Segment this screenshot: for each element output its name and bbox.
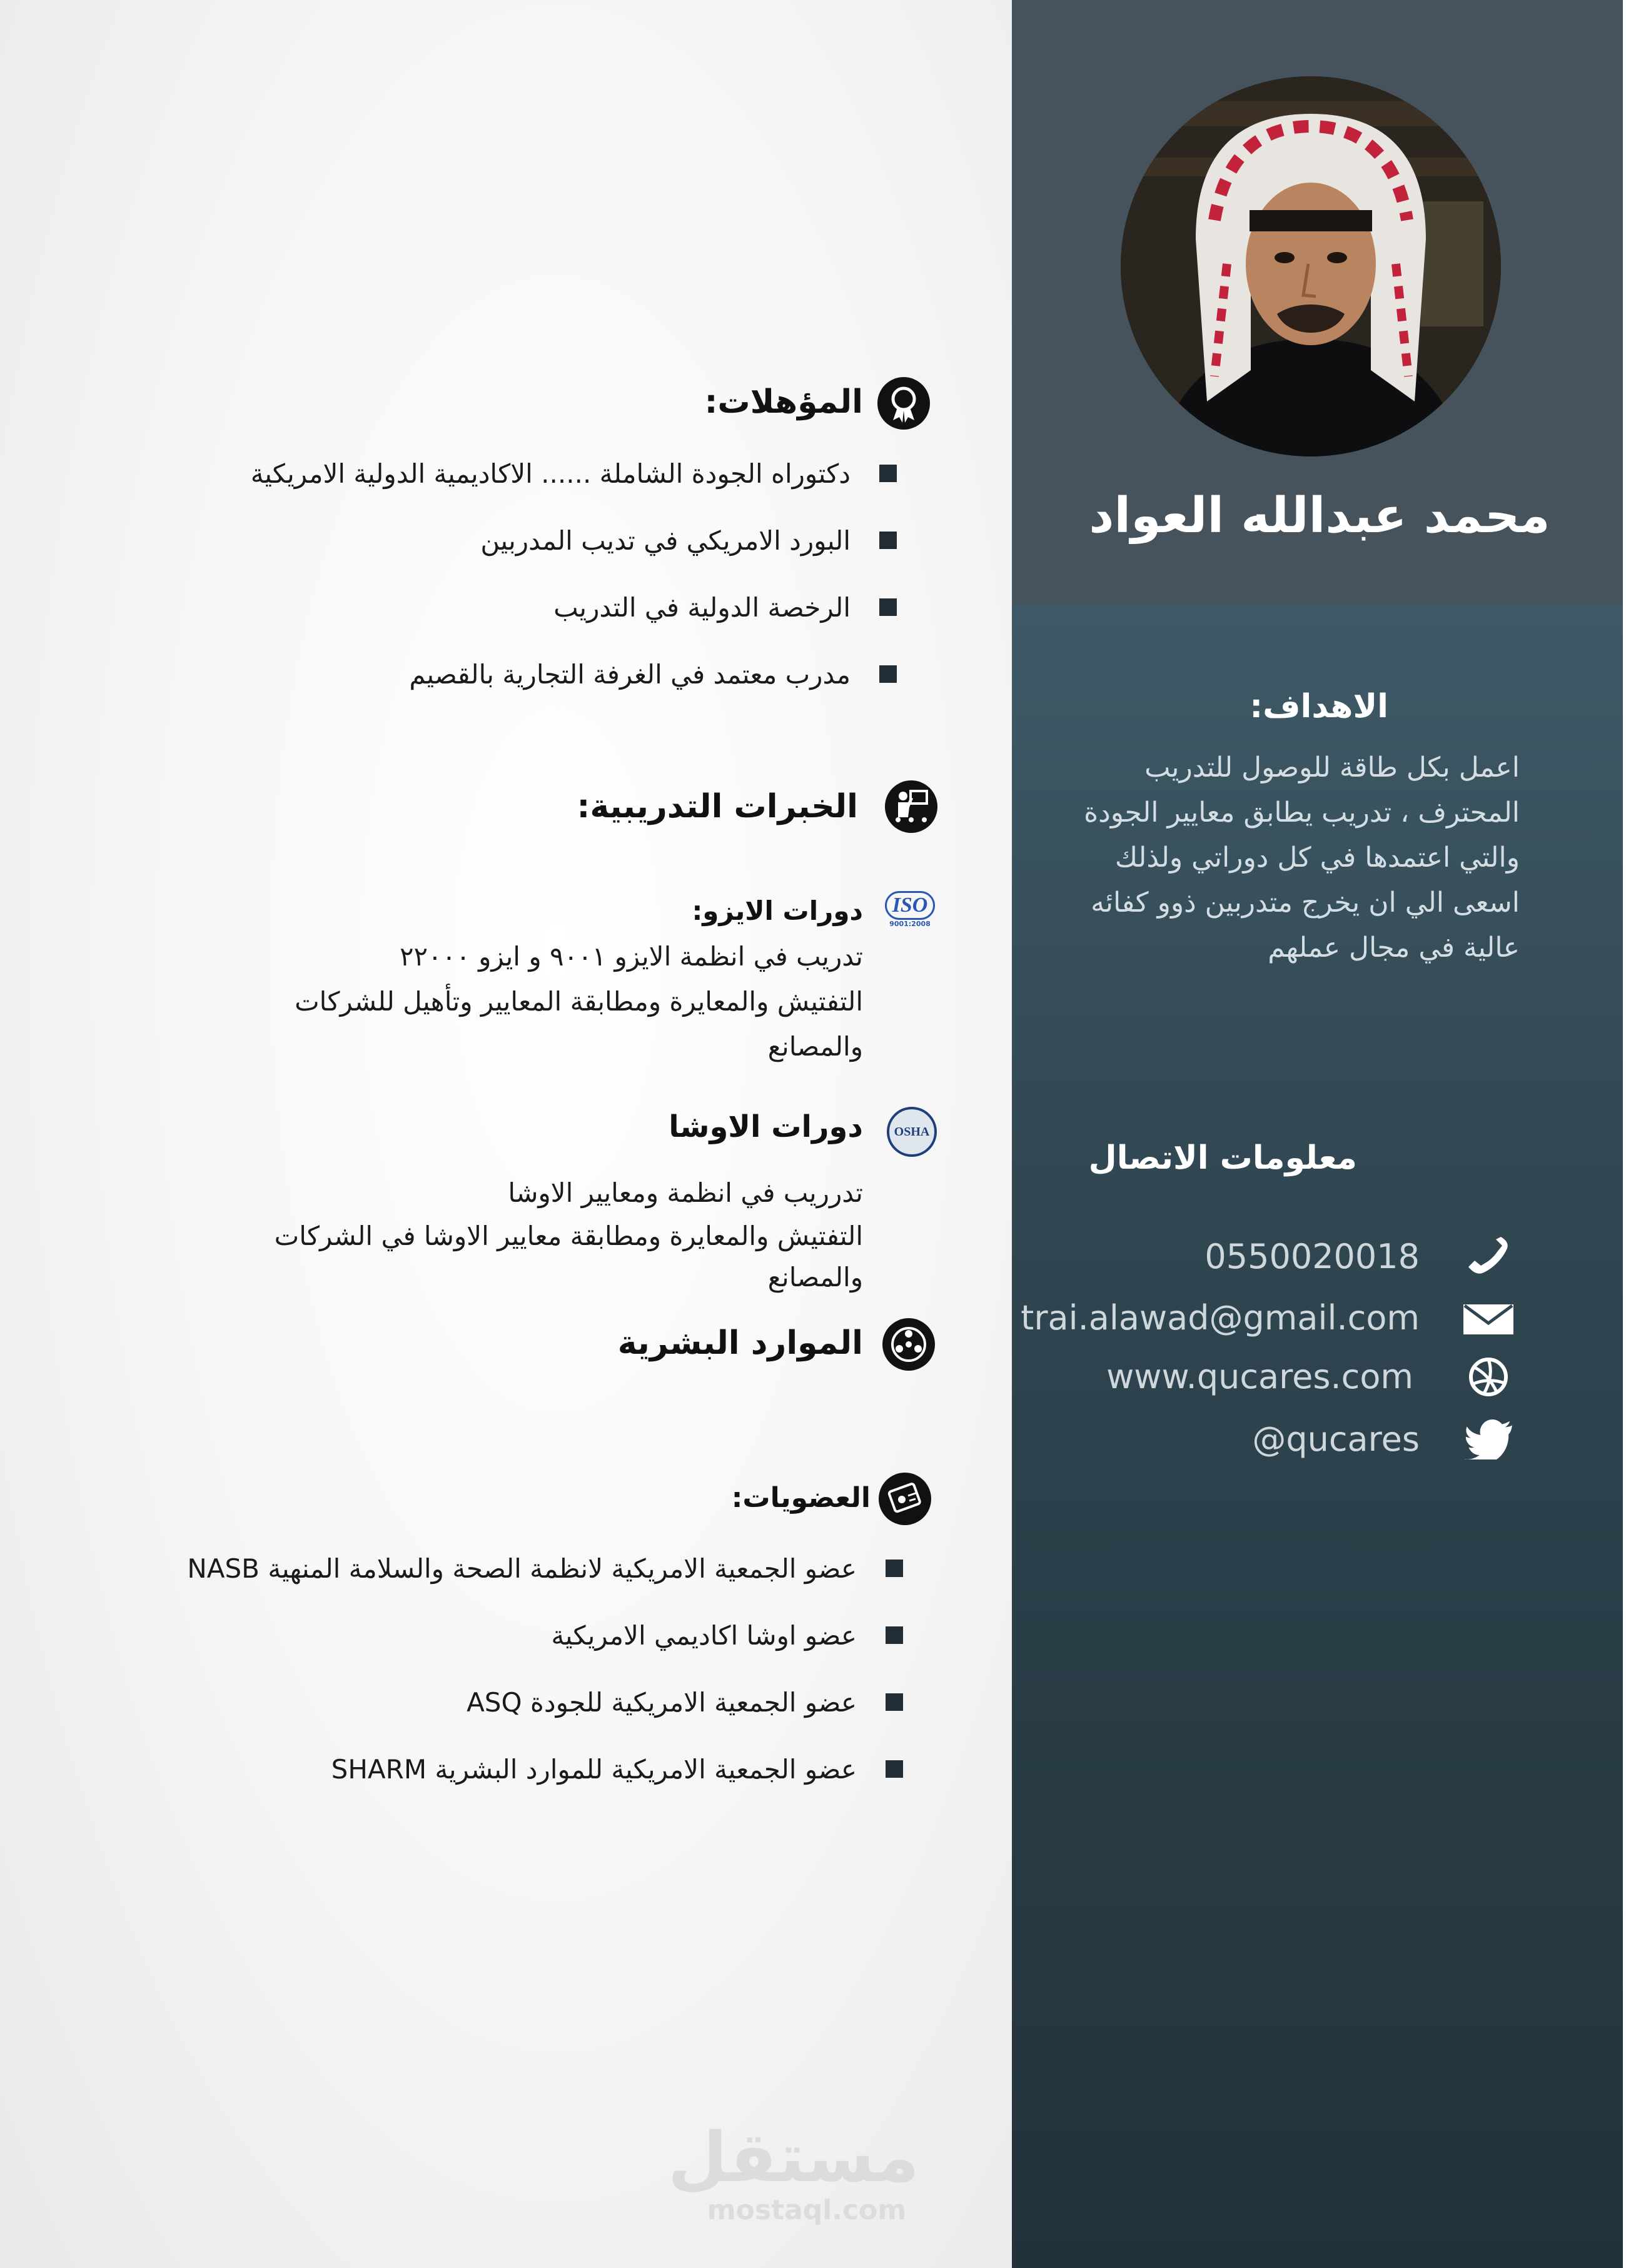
bullet-square <box>879 665 897 683</box>
qualifications-title: المؤهلات: <box>704 383 863 421</box>
goals-title: الاهداف: <box>1250 688 1388 725</box>
contact-twitter[interactable]: @qucares <box>1252 1419 1420 1459</box>
contact-email-row <box>1021 1293 1526 1343</box>
contact-website-row <box>1026 1352 1526 1402</box>
iso-line-2: التفتيش والمعايرة ومطابقة المعايير وتأهيل للشركات والمصانع <box>295 986 863 1062</box>
team-icon <box>881 1316 937 1373</box>
list-item: عضو الجمعية الامريكية للموارد البشرية SHARM <box>187 1736 919 1803</box>
list-item: مدرب معتمد في الغرفة التجارية بالقصيم <box>251 641 913 708</box>
award-icon <box>876 375 932 431</box>
contact-phone[interactable]: 0550020018 <box>1204 1237 1420 1276</box>
watermark-latin: mostaql.com <box>707 2194 907 2226</box>
iso-courses-title: دورات الايزو: <box>692 895 863 926</box>
list-item: عضو الجمعية الامريكية لانظمة الصحة والسلامة المنهية NASB <box>187 1535 919 1602</box>
list-item: الرخصة الدولية في التدريب <box>251 574 913 641</box>
page-edge <box>1623 0 1626 2268</box>
contact-phone-row <box>1026 1232 1526 1282</box>
memberships-list <box>187 1535 919 1803</box>
contact-twitter-row <box>1026 1414 1526 1464</box>
bullet-square <box>886 1760 903 1778</box>
profile-photo <box>1121 76 1501 456</box>
bullet-square <box>886 1693 903 1711</box>
membership-card-icon <box>877 1471 933 1527</box>
globe-icon <box>1463 1357 1513 1397</box>
qualifications-list <box>251 440 913 708</box>
trainer-icon <box>883 779 939 835</box>
iso-badge-sub: 9001:2008 <box>889 920 931 928</box>
bullet-square <box>879 532 897 549</box>
phone-icon <box>1463 1237 1513 1277</box>
bullet-square <box>879 598 897 616</box>
list-item: عضو الجمعية الامريكية للجودة ASQ <box>187 1669 919 1736</box>
list-item: دكتوراه الجودة الشاملة ...... الاكاديمية الدولية الامريكية <box>251 440 913 507</box>
iso-badge <box>885 891 935 941</box>
portrait-illustration <box>1121 76 1501 456</box>
twitter-icon <box>1463 1419 1513 1459</box>
bullet-square <box>886 1626 903 1644</box>
osha-line-1: تدرريب في انظمة ومعايير الاوشا <box>508 1177 863 1208</box>
list-item: البورد الامريكي في تديب المدربين <box>251 507 913 574</box>
iso-line-1: تدريب في انظمة الايزو ٩٠٠١ و ايزو ٢٢٠٠٠ <box>400 941 863 972</box>
bullet-square <box>886 1560 903 1577</box>
contact-email[interactable]: trai.alawad@gmail.com <box>1021 1298 1420 1338</box>
osha-courses-title: دورات الاوشا <box>669 1109 863 1144</box>
mail-icon <box>1463 1298 1513 1338</box>
mostaql-watermark <box>667 2117 919 2226</box>
profile-name: محمد عبدالله العواد <box>1089 488 1550 544</box>
osha-badge-text: OSHA <box>894 1125 930 1139</box>
osha-line-2: التفتيش والمعايرة ومطابقة معايير الاوشا في الشركات والمصانع <box>274 1221 863 1293</box>
bullet-square <box>879 465 897 482</box>
watermark-arabic: مستقل <box>667 2117 919 2197</box>
memberships-title: العضويات: <box>731 1482 871 1514</box>
experience-title: الخبرات التدريبية: <box>577 788 858 825</box>
hr-title: الموارد البشرية <box>617 1324 863 1362</box>
goals-text: اعمل بكل طاقة للوصول للتدريب المحترف ، تدريب يطابق معايير الجودة والتي اعتمدها في كل دوراتي ولذلك اسعى الي ان يخرج متدربين ذوو كفائه عالية في مجال عملهم <box>1084 752 1520 964</box>
iso-badge-text: ISO <box>885 891 935 920</box>
list-item: عضو اوشا اكاديمي الامريكية <box>187 1602 919 1669</box>
contact-website[interactable]: www.qucares.com <box>1106 1357 1413 1396</box>
osha-badge <box>887 1107 937 1157</box>
contact-title: معلومات الاتصال <box>1088 1139 1357 1177</box>
